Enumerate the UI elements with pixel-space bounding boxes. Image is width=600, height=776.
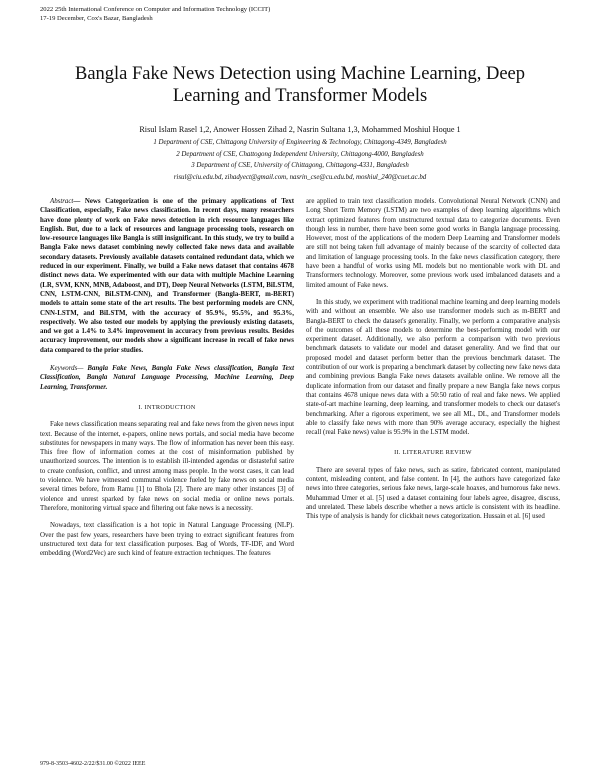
intro-paragraph-2: Nowadays, text classification is a hot topic in Natural Language Processing (NLP). Over the past few years, researchers have been trying to extract significant features from unstructured text data for text classification purposes. Bag of Words, TF-IDF, and Word embedding (Word2Vec) are such kind of feature extraction techniques. The features <box>40 522 294 558</box>
affiliation-2: 2 Department of CSE, Chattogong Independent University, Chittagong-4000, Bangladesh <box>176 150 424 158</box>
abstract-text: — News Categorization is one of the primary applications of Text Classification, especially, Fake news classification. In recent days, many researchers have done plenty of work on Fake news detection in rich resource languages like English. But, due to a lack of resources and language processing tools, research on low-resource languages like Bangla is still insignificant. In this study, we try to build a Bangla Fake news dataset combining newly collected fake news data and available secondary datasets. Previously available datasets contained redundant data, which we reduced in our experiment. Finally, we build a Fake news dataset that contains 4678 distinct news data. We experimented with our data with multiple Machine Learning (LR, SVM, KNN, MNB, Adaboost, and DT), Deep Neural Networks (LSTM, BiLSTM, CNN, LSTM-CNN, BiLSTM-CNN), and Transformer (Bangla-BERT, m-BERT) models to attain some state of the art results. The best performing models are CNN, CNN-LSTM, and BiLSTM, with the accuracy of 95.9%, 95.5%, and 95.3%, respectively. We also tested our models by applying the previously existing datasets, and we got a 1.4% to 3.4% improvement in accuracy from previous results. Besides accuracy improvement, our models show a significant increase in recall of fake news data compared to the prior studies. <box>40 198 294 354</box>
keywords-text: Bangla Fake News, Bangla Fake News classification, Bangla Text Classification, Bangla Natural Language Processing, Machine Learning, Deep Learning, Transformer. <box>40 365 294 391</box>
section-heading-introduction: I. INTRODUCTION <box>138 403 196 411</box>
keywords <box>40 364 294 392</box>
right-column <box>306 197 560 522</box>
intro-paragraph-1: Fake news classification means separating real and fake news from the given news input text. Because of the internet, e-papers, online news portals, and social media have become substitutes for newspapers in many ways. The flow of information has never been this easy. This free flow of information comes at the cost of misinformation published by unauthorized sources. The intention is to establish ill-intended agendas or distasteful satire to create confusion, conflict, and unrest among mass people. In the worst cases, it can lead to violence. We have witnessed communal violence fueled by fake news on social media several times before, from Ramu [1] to Bhola [2]. There are many other instances [3] of violence and unrest sparked by fake news on social media or online news portals. Therefore, monitoring virtual space and filtering out fake news is a necessity. <box>40 421 294 512</box>
abstract-label: Abstract <box>50 198 74 205</box>
copyright-footer: 979-8-3503-4602-2/22/$31.00 ©2022 IEEE <box>40 761 146 767</box>
affiliation-1: 1 Department of CSE, Chittagong University of Engineering & Technology, Chittagong-4349, Bangladesh <box>153 139 447 146</box>
literature-paragraph-1: There are several types of fake news, such as satire, fabricated content, manipulated content, misleading content, and false content. In [4], the authors have categorized fake news into three categories, serious fake news, large-scale hoaxes, and humorous fake news. Muhammad Umer et al. [5] used a dataset containing four labels agree, disagree, discuss, and unrelated. These labels describe whether a news article is consistent with its headline. This type of analysis is handy for clickbait news categorization. Hussain et al. [6] used <box>306 466 560 521</box>
conference-name: 2022 25th International Conference on Computer and Information Technology (ICCIT) <box>40 6 271 13</box>
left-column <box>40 197 294 558</box>
intro-paragraph-4: In this study, we experiment with traditional machine learning and deep learning models with and without an ensemble. We also use transformer models such as m-BERT and Bangla-BERT to check the dataset's generality. Finally, we perform a comparative analysis of the outcomes of all these models to determine the best-performing model with our experiment dataset. Additionally, we also perform a comparison with two previous benchmark datasets to validate our model and dataset generality. And we find that our proposed model and dataset perform better than the previous benchmark dataset. The contribution of our work is preparing a benchmark dataset by collecting new fake news data and combining previous Bangla Fake news datasets available online. We remove all the duplicate information from our dataset and finally prepare a new Bangla fake news corpus that contains 4678 unique news data with a 50:50 ratio of real and fake news. We applied state-of-art machine learning, deep learning, and transformer models to check our dataset's benchmarking. After a rigorous experiment, we see all ML, DL, and Transformer models able to classify fake news with more than 90% average accuracy, especially the highest recall (real Fake news) value is 95.9% in the LSTM model. <box>306 298 560 437</box>
affiliation-3: 3 Department of CSE, University of Chittagong, Chittagong-4331, Bangladesh <box>191 162 409 170</box>
keywords-label: Keywords— <box>50 365 84 373</box>
paper-title: Bangla Fake News Detection using Machine Learning, Deep Learning and Transformer Models <box>74 64 526 106</box>
affiliations <box>40 137 560 183</box>
abstract <box>40 197 294 355</box>
intro-paragraph-3: are applied to train text classification models. Convolutional Neural Network (CNN) and Long Short Term Memory (LSTM) are two examples of deep learning algorithms which extract optimized features from unstructured textual data to categorize documents. Even though less in number, there have been some good works in Bangla language processing. However, most of the applications of the modern Deep Learning and Transformer models are still not being taken full advantage of mainly because of the scarcity of collected data and limitation of language processing tools. In the fake news classification category, there have been a handful of works using ML models but no mentionable work with DL and Transformers technology. Moreover, some previous work used imbalanced datasets and a limited amount of Fake news. <box>306 198 560 289</box>
section-heading-literature-review: II. LITERATURE REVIEW <box>394 449 472 457</box>
conference-header <box>40 6 270 23</box>
conference-date-location: 17-19 December, Cox's Bazar, Bangladesh <box>40 14 153 22</box>
author-list: Risul Islam Rasel 1,2, Anower Hossen Zihad 2, Nasrin Sultana 1,3, Mohammed Moshiul Hoque 1 <box>139 125 461 134</box>
author-emails: risul@ciu.edu.bd, zihadyect@gmail.com, nasrin_cse@cu.edu.bd, moshiul_240@cuet.ac.bd <box>173 173 427 181</box>
